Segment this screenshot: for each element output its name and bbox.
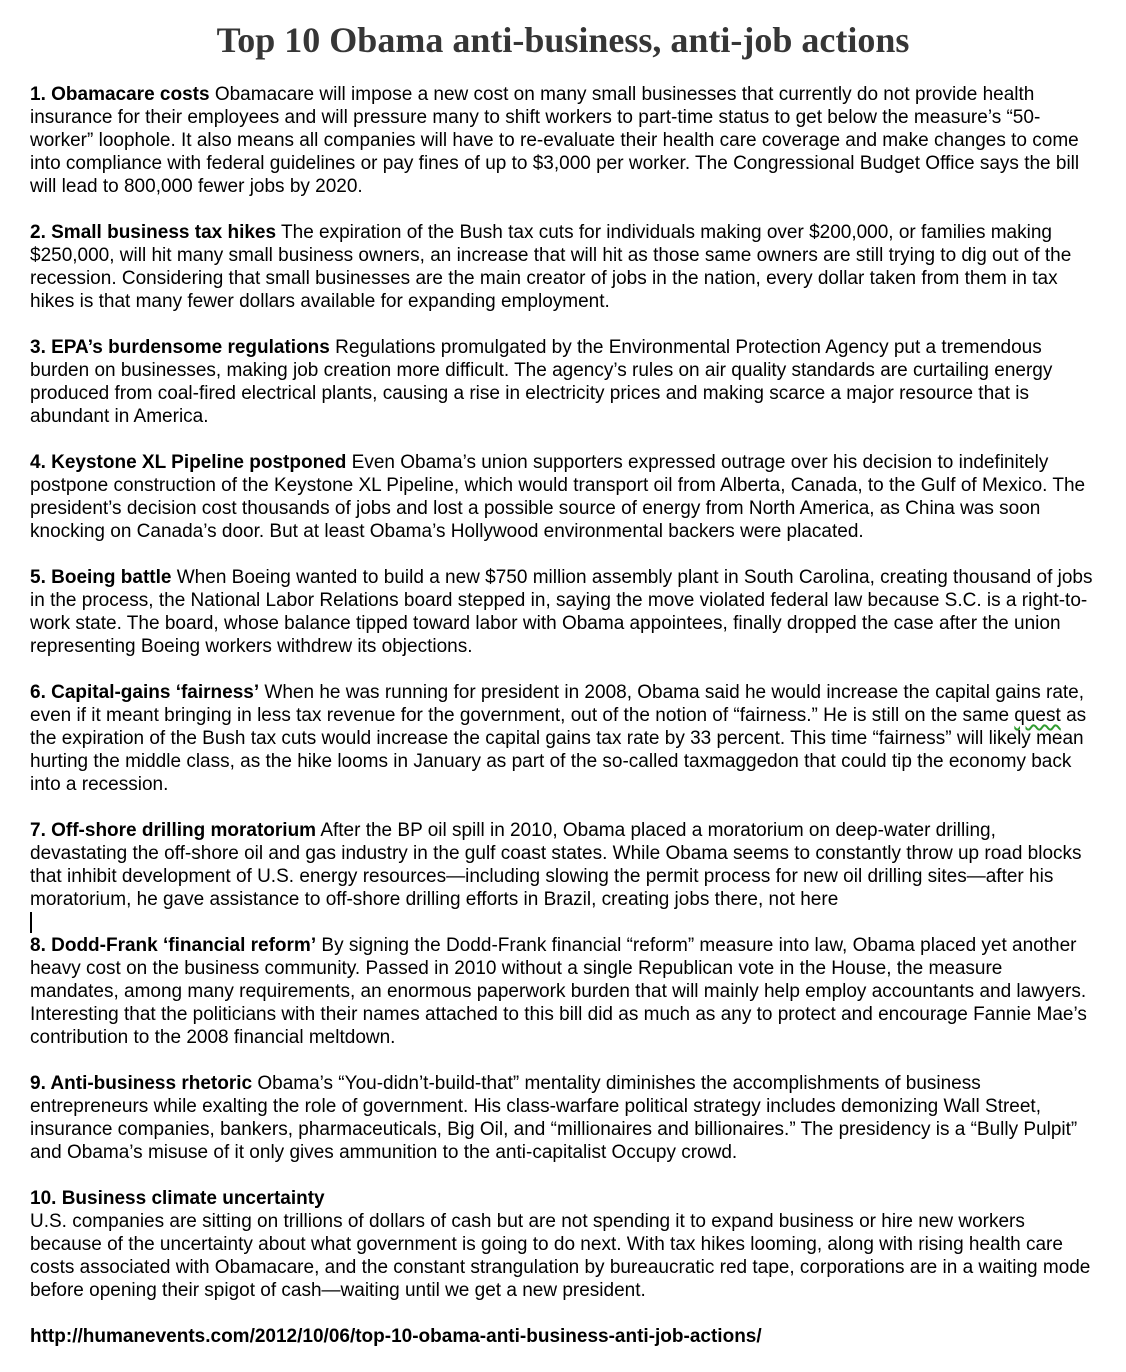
text-cursor (30, 912, 32, 933)
item-5-heading: 5. Boeing battle (30, 567, 172, 588)
paragraph-offshore-drilling (30, 819, 1096, 911)
item-4-body: Even Obama’s union supporters expressed outrage over his decision to indefinitely postpone construction of the Keystone XL Pipeline, which would transport oil from Alberta, Canada, to the Gulf of Mexico. The president’s decision cost thousands of jobs and lost a possible source of energy from North America, as China was soon knocking on Canada’s door. But at least Obama’s Hollywood environmental backers were placated. (30, 452, 1086, 542)
item-8-body: By signing the Dodd-Frank financial “reform” measure into law, Obama placed yet another heavy cost on the business community. Passed in 2010 without a single Republican vote in the House, the measure mandates, among many requirements, an enormous paperwork burden that will mainly help employ accountants and lawyers. Interesting that the politicians with their names attached to this bill did as much as any to protect and encourage Fannie Mae’s contribution to the 2008 financial meltdown. (30, 935, 1087, 1048)
item-2-heading: 2. Small business tax hikes (30, 222, 277, 243)
paragraph-keystone-pipeline (30, 451, 1096, 543)
item-6-body-pre: When he was running for president in 2008, Obama said he would increase the capital gains rate, even if it meant bringing in less tax revenue for the government, out of the notion of “fairness.” He is still on the same (30, 682, 1085, 726)
item-1-body: Obamacare will impose a new cost on many small businesses that currently do not provide health insurance for their employees and will pressure many to shift workers to part-time status to get below the measure’s “50-worker” loophole. It also means all companies will have to re-evaluate their health care coverage and make changes to come into compliance with federal guidelines or pay fines of up to $3,000 per worker. The Congressional Budget Office says the bill will lead to 800,000 fewer jobs by 2020. (30, 84, 1080, 197)
item-9-heading: 9. Anti-business rhetoric (30, 1073, 253, 1094)
item-4-heading: 4. Keystone XL Pipeline postponed (30, 452, 347, 473)
item-9-body: Obama’s “You-didn’t-build-that” mentality diminishes the accomplishments of business entrepreneurs while exalting the role of government. His class-warfare political strategy includes demonizing Wall Street, insurance companies, bankers, pharmaceuticals, Big Oil, and “millionaires and billionaires.” The presidency is a “Bully Pulpit” and Obama’s misuse of it only gives ammunition to the anti-capitalist Occupy crowd. (30, 1073, 1078, 1163)
spellcheck-underlined-word: quest (1014, 705, 1061, 726)
paragraph-boeing-battle (30, 566, 1096, 658)
paragraph-anti-business-rhetoric (30, 1072, 1096, 1164)
paragraph-small-business-tax-hikes (30, 221, 1096, 313)
item-1-heading: 1. Obamacare costs (30, 84, 210, 105)
item-6-body-post: as the expiration of the Bush tax cuts would increase the capital gains tax rate by 33 percent. This time “fairness” will likely mean hurting the middle class, as the hike looms in January as part of the so-called taxmaggedon that could tip the economy back into a recession. (30, 705, 1087, 795)
paragraph-dodd-frank (30, 934, 1096, 1049)
item-10-body: U.S. companies are sitting on trillions of dollars of cash but are not spending it to expand business or hire new workers because of the uncertainty about what government is going to do next. With tax hikes looming, along with rising health care costs associated with Obamacare, and the constant strangulation by bureaucratic red tape, corporations are in a waiting mode before opening their spigot of cash—waiting until we get a new president. (30, 1211, 1091, 1301)
item-6-heading: 6. Capital-gains ‘fairness’ (30, 682, 260, 703)
item-3-body: Regulations promulgated by the Environmental Protection Agency put a tremendous burden on businesses, making job creation more difficult. The agency’s rules on air quality standards are curtailing energy produced from coal-fired electrical plants, causing a rise in electricity prices and making scarce a major resource that is abundant in America. (30, 337, 1053, 427)
paragraph-business-climate-uncertainty (30, 1187, 1096, 1302)
item-10-heading: 10. Business climate uncertainty (30, 1188, 325, 1209)
paragraph-obamacare-costs (30, 83, 1096, 198)
source-url: http://humanevents.com/2012/10/06/top-10-obama-anti-business-anti-job-actions/ (30, 1326, 762, 1347)
item-8-heading: 8. Dodd-Frank ‘financial reform’ (30, 935, 317, 956)
item-3-heading: 3. EPA’s burdensome regulations (30, 337, 330, 358)
empty-line-with-cursor[interactable] (30, 911, 1096, 934)
item-2-body: The expiration of the Bush tax cuts for individuals making over $200,000, or families making $250,000, will hit many small business owners, an increase that will hit as those same owners are still trying to dig out of the recession. Considering that small businesses are the main creator of jobs in the nation, every dollar taken from them in tax hikes is that many fewer dollars available for expanding employment. (30, 222, 1072, 312)
paragraph-capital-gains-fairness (30, 681, 1096, 796)
item-7-heading: 7. Off-shore drilling moratorium (30, 820, 317, 841)
paragraph-epa-regulations (30, 336, 1096, 428)
item-5-body: When Boeing wanted to build a new $750 million assembly plant in South Carolina, creating thousand of jobs in the process, the National Labor Relations board stepped in, saying the move violated federal law because S.C. is a right-to-work state. The board, whose balance tipped toward labor with Obama appointees, finally dropped the case after the union representing Boeing workers withdrew its objections. (30, 567, 1093, 657)
page-title: Top 10 Obama anti-business, anti-job actions (216, 20, 910, 60)
item-7-body: After the BP oil spill in 2010, Obama placed a moratorium on deep-water drilling, devastating the off-shore oil and gas industry in the gulf coast states. While Obama seems to constantly throw up road blocks that inhibit development of U.S. energy resources—including slowing the permit process for new oil drilling sites—after his moratorium, he gave assistance to off-shore drilling efforts in Brazil, creating jobs there, not here (30, 820, 1082, 910)
